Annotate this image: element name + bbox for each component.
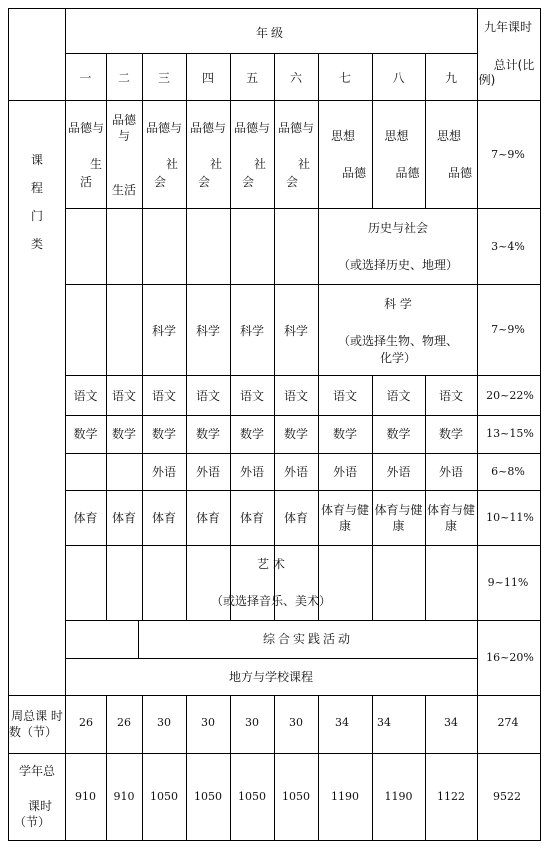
table-border: [186, 753, 187, 841]
moral-g5-line2: 社: [253, 157, 267, 171]
yearly-grade-2: 910: [113, 790, 135, 803]
moral-g1-line2: 生: [89, 157, 103, 171]
weekly-grade-6: 30: [289, 716, 303, 729]
pe-grade-4: 体育: [195, 511, 221, 525]
moral-total: 7~9%: [491, 148, 525, 161]
table-border: [65, 620, 541, 621]
table-border: [142, 453, 143, 491]
moral-g3-line1: 品德与: [145, 121, 183, 135]
grade-3-header: 三: [157, 71, 171, 85]
table-border: [274, 453, 275, 491]
practice-title: 综合实践活动: [262, 632, 354, 646]
table-border: [186, 284, 187, 376]
table-border: [142, 695, 143, 754]
chinese-grade-3: 语文: [151, 389, 177, 403]
table-border: [8, 695, 66, 696]
moral-g4-line1: 品德与: [189, 121, 227, 135]
foreign-grade-7: 外语: [332, 465, 358, 479]
math-grade-8: 数学: [386, 427, 411, 441]
foreign-total: 6~8%: [491, 465, 525, 478]
table-border: [142, 100, 143, 209]
table-border: [230, 415, 231, 454]
weekly-grade-3: 30: [157, 716, 171, 729]
grade-7-header: 七: [338, 71, 352, 85]
table-border: [274, 53, 275, 101]
table-border: [230, 545, 231, 621]
total-header-line2: 总计(比: [493, 58, 535, 72]
foreign-grade-6: 外语: [283, 465, 309, 479]
yearly-label-line2: 课时: [27, 799, 53, 813]
table-border: [318, 208, 319, 285]
category-char: 门: [30, 209, 44, 223]
table-border: [106, 208, 107, 285]
pe-grade-7-line1: 体育与健: [320, 503, 370, 517]
table-border: [65, 8, 66, 841]
table-border: [318, 490, 319, 546]
table-border: [230, 284, 231, 376]
art-total: 9~11%: [487, 576, 529, 589]
table-border: [372, 453, 373, 491]
table-border: [142, 208, 143, 285]
table-border: [425, 545, 426, 621]
weekly-total: 274: [497, 716, 519, 729]
chinese-total: 20~22%: [486, 389, 534, 402]
table-border: [138, 620, 139, 659]
table-border: [65, 490, 541, 491]
math-grade-4: 数学: [195, 427, 221, 441]
chinese-grade-9: 语文: [438, 389, 464, 403]
local-total: 16~20%: [486, 651, 534, 664]
table-border: [106, 753, 107, 841]
chinese-grade-4: 语文: [195, 389, 221, 403]
table-border: [106, 415, 107, 454]
table-border: [372, 545, 373, 621]
table-border: [372, 53, 373, 101]
table-border: [8, 8, 541, 9]
grade-9-header: 九: [444, 71, 458, 85]
table-border: [274, 415, 275, 454]
table-border: [65, 695, 541, 696]
moral-g5-line3: 会: [241, 175, 255, 189]
yearly-grade-7: 1190: [331, 790, 359, 803]
moral-g4-line3: 会: [197, 175, 211, 189]
science-grade-5: 科学: [239, 324, 265, 338]
table-border: [318, 453, 319, 491]
moral-g2-line1: 品德: [111, 113, 137, 127]
table-border: [274, 490, 275, 546]
chinese-grade-8: 语文: [386, 389, 411, 403]
moral-g5-line1: 品德与: [233, 121, 271, 135]
grade-1-header: 一: [79, 71, 92, 85]
grade-8-header: 八: [392, 71, 405, 85]
yearly-label-line3: （节）: [13, 815, 51, 829]
history-total: 3~4%: [491, 240, 525, 253]
table-border: [186, 100, 187, 209]
table-border: [65, 375, 541, 376]
pe-grade-6: 体育: [283, 511, 309, 525]
yearly-grade-5: 1050: [238, 790, 266, 803]
table-border: [425, 490, 426, 546]
table-border: [142, 490, 143, 546]
math-grade-7: 数学: [332, 427, 358, 441]
yearly-grade-4: 1050: [194, 790, 222, 803]
category-char: 程: [30, 181, 44, 195]
table-border: [142, 375, 143, 416]
table-border: [186, 453, 187, 491]
weekly-grade-8: 34: [377, 716, 391, 729]
table-border: [274, 284, 275, 376]
art-title: 艺 术: [257, 557, 285, 571]
table-border: [106, 453, 107, 491]
table-border: [65, 415, 541, 416]
moral-g6-line2: 社: [297, 157, 311, 171]
table-border: [372, 100, 373, 209]
table-border: [318, 284, 319, 376]
table-border: [274, 208, 275, 285]
weekly-grade-4: 30: [201, 716, 215, 729]
table-border: [106, 284, 107, 376]
grade-4-header: 四: [201, 71, 215, 85]
weekly-grade-5: 30: [245, 716, 259, 729]
weekly-label-line1: 周总课 时: [11, 709, 63, 723]
table-border: [230, 53, 231, 101]
yearly-grade-6: 1050: [282, 790, 310, 803]
table-border: [230, 695, 231, 754]
grade-2-header: 二: [117, 71, 131, 85]
foreign-grade-5: 外语: [239, 465, 265, 479]
grade-6-header: 六: [289, 71, 303, 85]
table-border: [142, 284, 143, 376]
table-border: [186, 375, 187, 416]
table-border: [274, 100, 275, 209]
table-border: [106, 695, 107, 754]
table-border: [186, 545, 187, 621]
yearly-grade-9: 1122: [437, 790, 465, 803]
table-border: [425, 695, 426, 754]
science-title: 科 学: [384, 297, 412, 311]
table-border: [106, 490, 107, 546]
moral-g3-line3: 会: [153, 175, 167, 189]
science-subtitle-line1: （或选择生物、物理、: [337, 334, 459, 348]
table-border: [230, 375, 231, 416]
math-total: 13~15%: [486, 427, 534, 440]
foreign-grade-8: 外语: [386, 465, 411, 479]
table-border: [372, 490, 373, 546]
grade-5-header: 五: [245, 71, 259, 85]
table-border: [230, 453, 231, 491]
moral-g1-line1: 品德与: [67, 121, 105, 135]
table-border: [318, 415, 319, 454]
pe-grade-8-line1: 体育与健: [374, 503, 423, 517]
math-grade-2: 数学: [111, 427, 137, 441]
table-border: [318, 545, 319, 621]
table-border: [425, 100, 426, 209]
table-border: [425, 53, 426, 101]
moral-g1-line3: 活: [79, 175, 93, 189]
moral-g9-line1: 思想: [436, 129, 462, 143]
table-border: [274, 695, 275, 754]
pe-grade-1: 体育: [73, 511, 98, 525]
pe-grade-9-line1: 体育与健: [426, 503, 476, 517]
table-border: [372, 375, 373, 416]
foreign-grade-9: 外语: [438, 465, 464, 479]
table-border: [425, 375, 426, 416]
moral-g8-line2: 品德: [395, 166, 420, 180]
chinese-grade-1: 语文: [73, 389, 98, 403]
pe-grade-8-line2: 康: [392, 519, 405, 533]
local-title: 地方与学校课程: [228, 670, 314, 684]
table-border: [230, 753, 231, 841]
table-border: [186, 415, 187, 454]
pe-grade-3: 体育: [151, 511, 177, 525]
science-grade-4: 科学: [195, 324, 221, 338]
table-border: [318, 753, 319, 841]
table-border: [425, 453, 426, 491]
pe-grade-5: 体育: [239, 511, 265, 525]
pe-grade-2: 体育: [111, 511, 137, 525]
total-header-line1: 九年课时: [483, 20, 533, 34]
table-border: [106, 545, 107, 621]
history-subtitle: （或选择历史、地理）: [337, 258, 459, 272]
category-char: 类: [30, 237, 44, 251]
weekly-grade-9: 34: [444, 716, 458, 729]
table-border: [142, 53, 143, 101]
science-subtitle-line2: 化学）: [379, 351, 417, 365]
table-border: [477, 8, 478, 841]
moral-g7-line2: 品德: [341, 166, 367, 180]
table-border: [65, 658, 478, 659]
math-grade-6: 数学: [283, 427, 309, 441]
chinese-grade-2: 语文: [111, 389, 137, 403]
table-border: [318, 100, 319, 209]
yearly-grade-8: 1190: [384, 790, 413, 803]
table-border: [186, 53, 187, 101]
table-border: [318, 695, 319, 754]
chinese-grade-5: 语文: [239, 389, 265, 403]
science-grade-6: 科学: [283, 324, 309, 338]
chinese-grade-7: 语文: [332, 389, 358, 403]
table-border: [274, 375, 275, 416]
weekly-grade-1: 26: [79, 716, 93, 729]
total-header-line3: 例): [478, 73, 496, 87]
yearly-grade-3: 1050: [150, 790, 178, 803]
yearly-grade-1: 910: [75, 790, 96, 803]
category-char: 课: [30, 153, 44, 167]
math-grade-5: 数学: [239, 427, 265, 441]
yearly-total: 9522: [493, 790, 521, 803]
table-border: [65, 53, 478, 54]
moral-g3-line2: 社: [165, 157, 179, 171]
foreign-grade-4: 外语: [195, 465, 221, 479]
table-border: [65, 208, 541, 209]
math-grade-9: 数学: [438, 427, 464, 441]
pe-grade-9-line2: 康: [444, 519, 458, 533]
grade-header: 年级: [255, 26, 287, 40]
moral-g2-line3: 生活: [111, 183, 137, 197]
moral-g6-line3: 会: [285, 175, 299, 189]
table-border: [540, 8, 541, 841]
table-border: [106, 375, 107, 416]
pe-total: 10~11%: [486, 511, 534, 524]
table-border: [230, 208, 231, 285]
moral-g7-line1: 思想: [330, 129, 356, 143]
table-border: [142, 415, 143, 454]
table-border: [318, 375, 319, 416]
weekly-label-line2: 数（节）: [8, 725, 58, 739]
table-border: [186, 208, 187, 285]
foreign-grade-3: 外语: [151, 465, 177, 479]
table-border: [65, 284, 541, 285]
moral-g4-line2: 社: [209, 157, 223, 171]
table-border: [372, 753, 373, 841]
table-border: [65, 453, 541, 454]
table-border: [106, 53, 107, 101]
moral-g8-line1: 思想: [384, 129, 409, 143]
table-border: [186, 490, 187, 546]
chinese-grade-6: 语文: [283, 389, 309, 403]
math-grade-3: 数学: [151, 427, 177, 441]
table-border: [318, 53, 319, 101]
art-subtitle: （或选择音乐、美术）: [210, 594, 332, 608]
table-border: [142, 753, 143, 841]
science-grade-3: 科学: [151, 324, 177, 338]
table-border: [372, 695, 373, 754]
moral-g2-line2: 与: [117, 129, 131, 143]
table-border: [65, 545, 541, 546]
moral-g6-line1: 品德与: [277, 121, 315, 135]
table-border: [230, 490, 231, 546]
moral-g9-line2: 品德: [447, 166, 473, 180]
table-border: [186, 695, 187, 754]
table-border: [425, 753, 426, 841]
weekly-grade-7: 34: [335, 716, 349, 729]
table-border: [142, 545, 143, 621]
history-title: 历史与社会: [367, 221, 429, 235]
weekly-grade-2: 26: [117, 716, 131, 729]
science-total: 7~9%: [491, 323, 525, 336]
table-border: [230, 100, 231, 209]
table-border: [372, 415, 373, 454]
table-border: [274, 753, 275, 841]
pe-grade-7-line2: 康: [338, 519, 352, 533]
table-border: [8, 8, 9, 841]
table-border: [425, 415, 426, 454]
math-grade-1: 数学: [73, 427, 98, 441]
yearly-label-line1: 学年总: [18, 764, 56, 778]
table-border: [106, 100, 107, 209]
